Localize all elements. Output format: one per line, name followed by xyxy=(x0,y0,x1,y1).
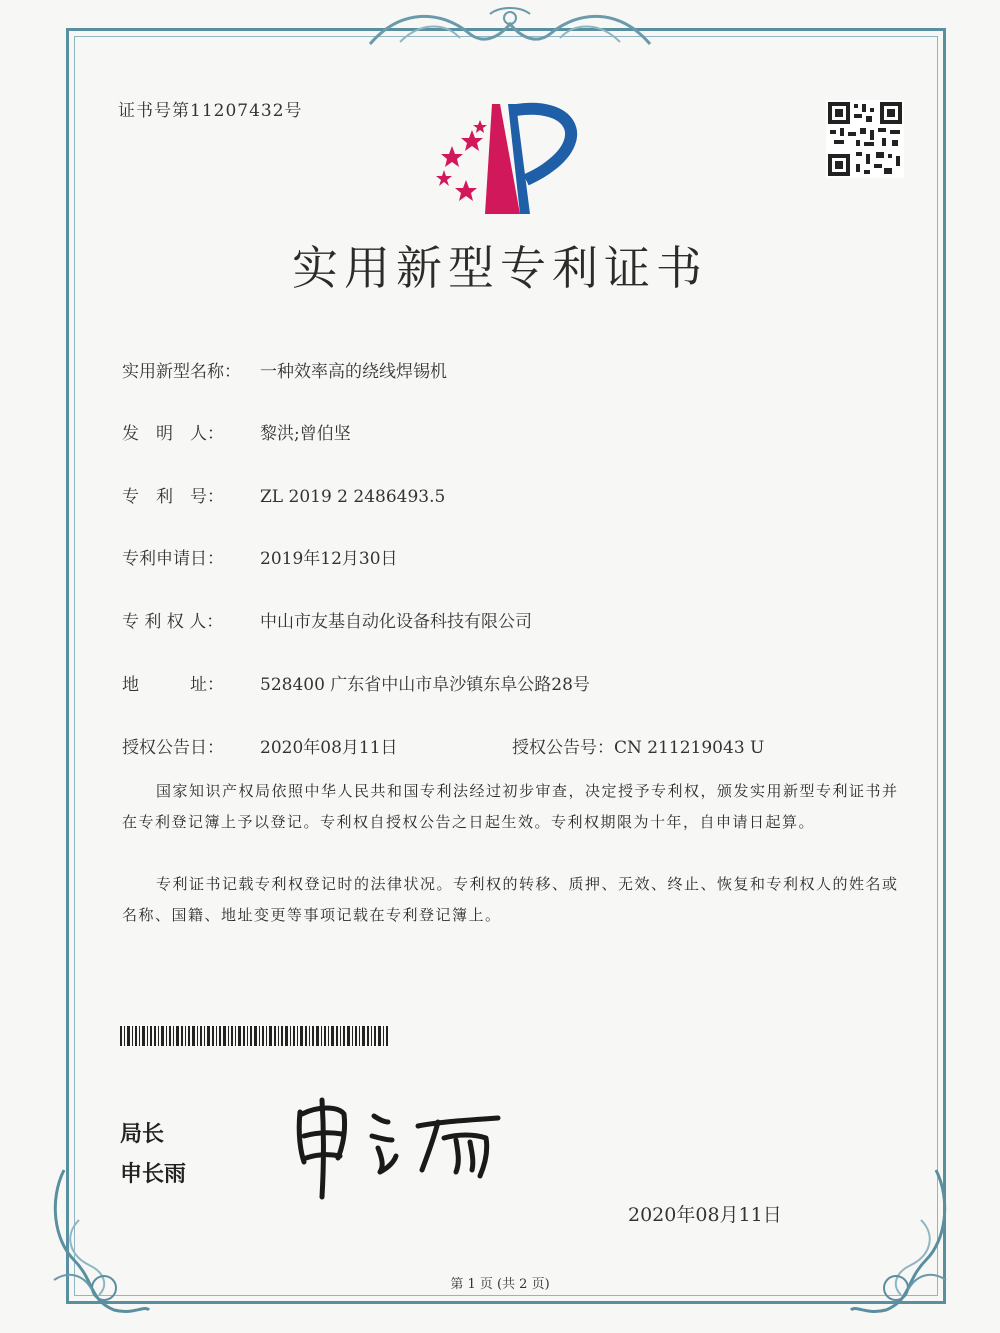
grant-date-value: 2020年08月11日 xyxy=(260,738,398,758)
bottom-right-ornament-icon xyxy=(846,1160,956,1320)
inventor-row xyxy=(122,419,351,444)
patent-number-value: ZL 2019 2 2486493.5 xyxy=(260,487,446,507)
issue-date: 2020年08月11日 xyxy=(628,1204,782,1226)
field-label: 专利申请日： xyxy=(122,549,224,569)
barcode-icon xyxy=(120,1026,388,1046)
field-label: 专 利 号： xyxy=(122,487,224,507)
cnipa-logo-icon xyxy=(430,96,590,216)
grant-date-row xyxy=(122,733,398,758)
patentee-value: 中山市友基自动化设备科技有限公司 xyxy=(260,612,532,632)
filing-date-value: 2019年12月30日 xyxy=(260,549,398,569)
address-row xyxy=(122,670,590,695)
certificate-number: 证书号第11207432号 xyxy=(118,101,303,121)
field-label: 专 利 权 人： xyxy=(122,612,224,632)
body-paragraph-2: 专利证书记载专利权登记时的法律状况。专利权的转移、质押、无效、终止、恢复和专利权人的姓名或名称、国籍、地址变更等事项记载在专利登记簿上。 xyxy=(122,875,899,924)
certificate-title: 实用新型专利证书 xyxy=(292,241,708,295)
body-paragraph-1: 国家知识产权局依照中华人民共和国专利法经过初步审查，决定授予专利权，颁发实用新型专利证书并在专利登记簿上予以登记。专利权自授权公告之日起生效。专利权期限为十年，自申请日起算。 xyxy=(122,782,899,831)
top-ornament-icon xyxy=(360,4,660,54)
handwritten-signature xyxy=(288,1092,518,1202)
grant-number-row xyxy=(512,733,764,758)
patent-number-row xyxy=(122,482,445,507)
address-value: 528400 广东省中山市阜沙镇东阜公路28号 xyxy=(260,675,590,695)
signatory-name: 申长雨 xyxy=(120,1162,187,1187)
grant-number-value: CN 211219043 U xyxy=(614,738,765,758)
field-label: 授权公告号： xyxy=(512,738,614,758)
signatory-role: 局长 xyxy=(120,1122,165,1147)
field-label: 授权公告日： xyxy=(122,738,224,758)
inventor-value: 黎洪;曾伯坚 xyxy=(260,424,351,444)
filing-date-row xyxy=(122,544,398,569)
utility-model-name-row xyxy=(122,357,447,382)
field-label: 地 址： xyxy=(122,675,224,695)
patentee-row xyxy=(122,607,532,632)
field-label: 实用新型名称： xyxy=(122,362,241,382)
field-label: 发 明 人： xyxy=(122,424,224,444)
page-number: 第 1 页 (共 2 页) xyxy=(450,1277,550,1292)
qr-code-icon xyxy=(826,100,904,178)
utility-model-name: 一种效率高的绕线焊锡机 xyxy=(260,362,447,382)
